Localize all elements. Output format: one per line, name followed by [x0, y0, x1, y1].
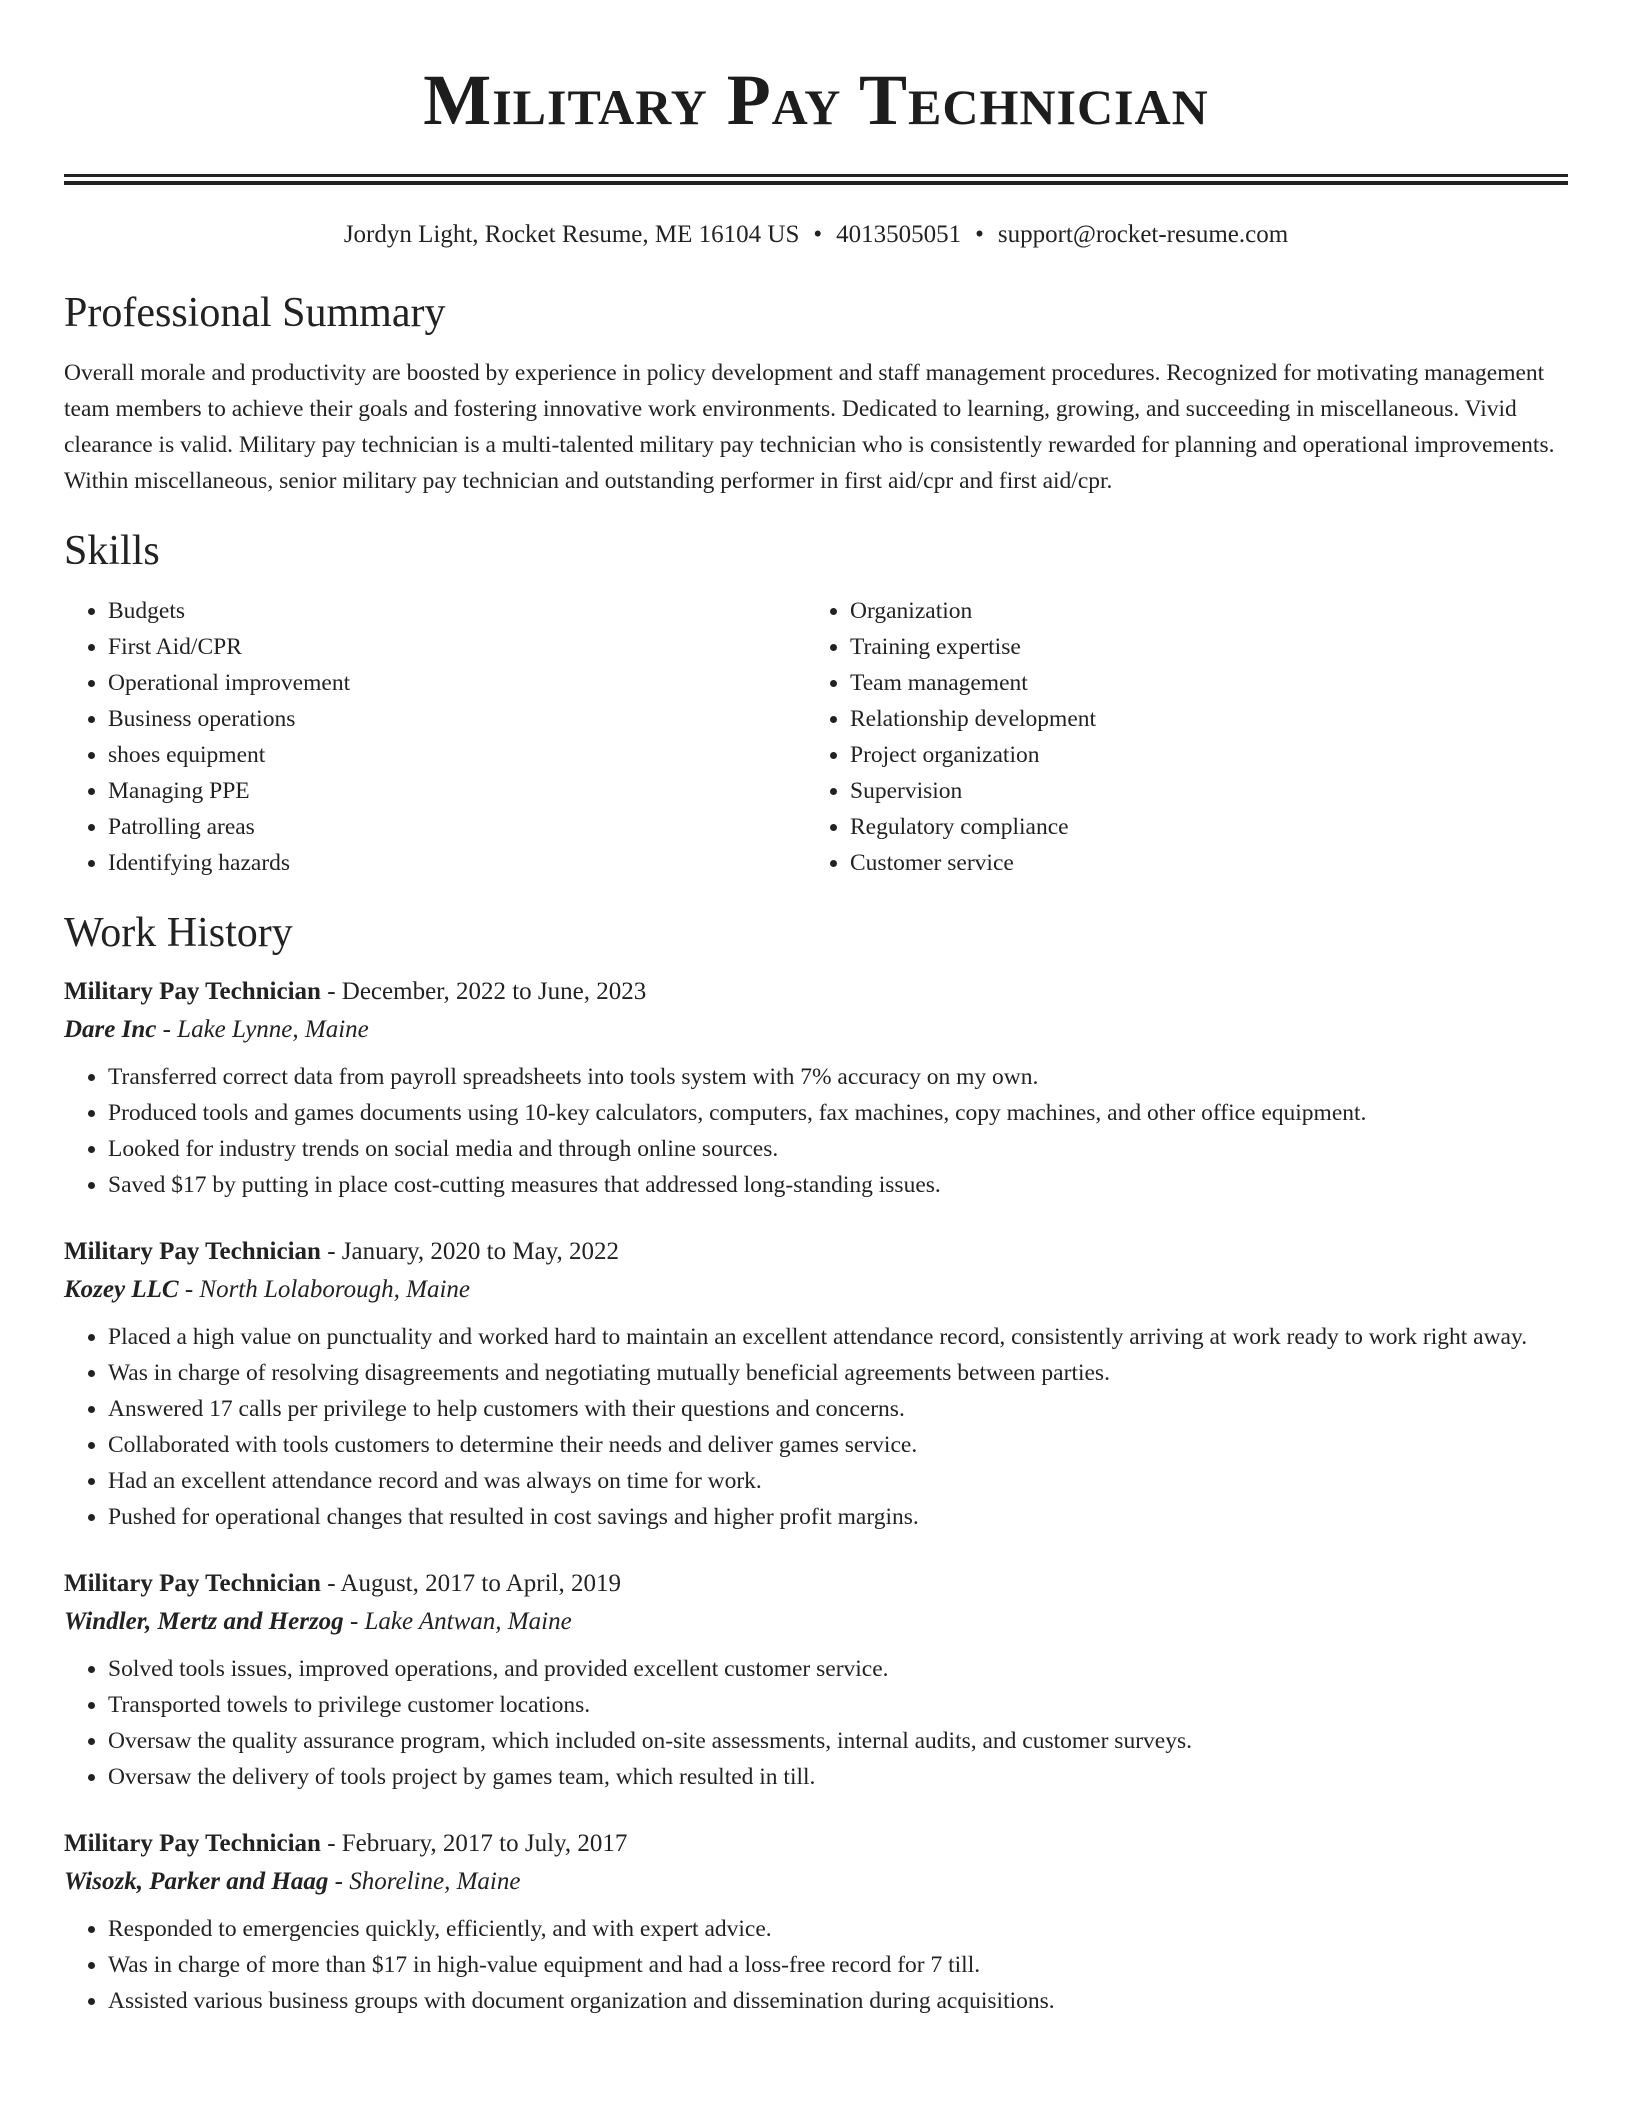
job-spacer	[64, 1203, 1568, 1233]
skills-heading: Skills	[64, 528, 160, 574]
job-spacer	[64, 1795, 1568, 1825]
skill-item: • Operational improvement	[108, 665, 806, 701]
skills-list-right	[806, 593, 1548, 881]
job-dates: - December, 2022 to June, 2023	[320, 978, 647, 1005]
company-line	[64, 1011, 1568, 1049]
job-company: Dare Inc	[64, 1016, 157, 1043]
job-title-line	[64, 973, 1568, 1011]
duty-item: • Looked for industry trends on social media and through online sources.	[108, 1131, 1568, 1167]
skill-item: • Project organization	[850, 737, 1548, 773]
job-entry	[64, 1233, 1568, 1535]
job-spacer	[64, 1535, 1568, 1565]
job-title-line	[64, 1565, 1568, 1603]
duty-item: • Oversaw the delivery of tools project by games team, which resulted in till.	[108, 1759, 1568, 1795]
summary-text: Overall morale and productivity are boosted by experience in policy development and staff management procedures. Recognized for motivating management team members to achieve their goals and fostering innovative work environments. Dedicated to learning, growing, and succeeding in miscellaneous. Vivid clearance is valid. Military pay technician is a multi-talented military pay technician who is consistently rewarded for planning and operational improvements. Within miscellaneous, senior military pay technician and outstanding performer in first aid/cpr and first aid/cpr.	[64, 360, 1555, 494]
job-role: Military Pay Technician	[64, 978, 321, 1005]
duty-item: • Answered 17 calls per privilege to help customers with their questions and concerns.	[108, 1391, 1568, 1427]
job-location: - North Lolaborough, Maine	[178, 1276, 471, 1303]
skill-item: • Patrolling areas	[108, 809, 806, 845]
duty-item: • Assisted various business groups with document organization and dissemination during acquisitions.	[108, 1983, 1568, 2019]
resume-title: Military Pay Technician	[423, 60, 1209, 140]
duty-item: • Placed a high value on punctuality and worked hard to maintain an excellent attendance record, consistently arriving at work ready to work right away.	[108, 1319, 1568, 1355]
job-duties	[64, 1319, 1568, 1535]
job-duties	[64, 1651, 1568, 1795]
contact-separator: •	[975, 221, 984, 248]
job-entry	[64, 1825, 1568, 2019]
job-title-line	[64, 1233, 1568, 1271]
duty-item: • Had an excellent attendance record and was always on time for work.	[108, 1463, 1568, 1499]
skill-item: • Business operations	[108, 701, 806, 737]
job-role: Military Pay Technician	[64, 1830, 321, 1857]
skill-item: • Organization	[850, 593, 1548, 629]
contact-line	[64, 219, 1568, 251]
duty-item: • Pushed for operational changes that resulted in cost savings and higher profit margins.	[108, 1499, 1568, 1535]
skill-item: • Relationship development	[850, 701, 1548, 737]
contact-email: support@rocket-resume.com	[997, 221, 1289, 248]
skills-columns	[64, 593, 1568, 881]
job-title-line	[64, 1825, 1568, 1863]
company-line	[64, 1863, 1568, 1901]
skill-item: • Team management	[850, 665, 1548, 701]
job-location: - Lake Lynne, Maine	[156, 1016, 369, 1043]
skill-item: • Budgets	[108, 593, 806, 629]
job-duties	[64, 1911, 1568, 2019]
duty-item: • Was in charge of more than $17 in high-value equipment and had a loss-free record for 7 till.	[108, 1947, 1568, 1983]
summary-heading: Professional Summary	[64, 290, 446, 336]
job-role: Military Pay Technician	[64, 1238, 321, 1265]
contact-phone: 4013505051	[836, 221, 962, 248]
job-company: Wisozk, Parker and Haag	[64, 1868, 329, 1895]
job-dates: - February, 2017 to July, 2017	[320, 1830, 628, 1857]
work-history-heading: Work History	[64, 910, 293, 956]
company-line	[64, 1271, 1568, 1309]
job-location: - Shoreline, Maine	[328, 1868, 521, 1895]
job-location: - Lake Antwan, Maine	[343, 1608, 572, 1635]
duty-item: • Responded to emergencies quickly, efficiently, and with expert advice.	[108, 1911, 1568, 1947]
skill-item: • Regulatory compliance	[850, 809, 1548, 845]
skill-item: • Identifying hazards	[108, 845, 806, 881]
duty-item: • Solved tools issues, improved operations, and provided excellent customer service.	[108, 1651, 1568, 1687]
job-role: Military Pay Technician	[64, 1570, 321, 1597]
duty-item: • Was in charge of resolving disagreements and negotiating mutually beneficial agreements between parties.	[108, 1355, 1568, 1391]
contact-address: Jordyn Light, Rocket Resume, ME 16104 US	[343, 221, 800, 248]
job-dates: - August, 2017 to April, 2019	[320, 1570, 621, 1597]
job-company: Windler, Mertz and Herzog	[64, 1608, 344, 1635]
duty-item: • Collaborated with tools customers to determine their needs and deliver games service.	[108, 1427, 1568, 1463]
job-entry	[64, 973, 1568, 1203]
duty-item: • Transported towels to privilege customer locations.	[108, 1687, 1568, 1723]
skill-item: • Training expertise	[850, 629, 1548, 665]
duty-item: • Oversaw the quality assurance program, which included on-site assessments, internal audits, and customer surveys.	[108, 1723, 1568, 1759]
job-entry	[64, 1565, 1568, 1795]
duty-item: • Saved $17 by putting in place cost-cutting measures that addressed long-standing issues.	[108, 1167, 1568, 1203]
skill-item: • First Aid/CPR	[108, 629, 806, 665]
title-double-rule	[64, 174, 1568, 185]
skill-item: • Managing PPE	[108, 773, 806, 809]
skill-item: • Supervision	[850, 773, 1548, 809]
duty-item: • Produced tools and games documents using 10-key calculators, computers, fax machines, copy machines, and other office equipment.	[108, 1095, 1568, 1131]
skill-item: • shoes equipment	[108, 737, 806, 773]
job-dates: - January, 2020 to May, 2022	[320, 1238, 620, 1265]
contact-separator: •	[813, 221, 823, 248]
skill-item: • Customer service	[850, 845, 1548, 881]
job-duties	[64, 1059, 1568, 1203]
company-line	[64, 1603, 1568, 1641]
job-company: Kozey LLC	[64, 1276, 179, 1303]
skills-list-left	[64, 593, 806, 881]
duty-item: • Transferred correct data from payroll spreadsheets into tools system with 7% accuracy on my own.	[108, 1059, 1568, 1095]
